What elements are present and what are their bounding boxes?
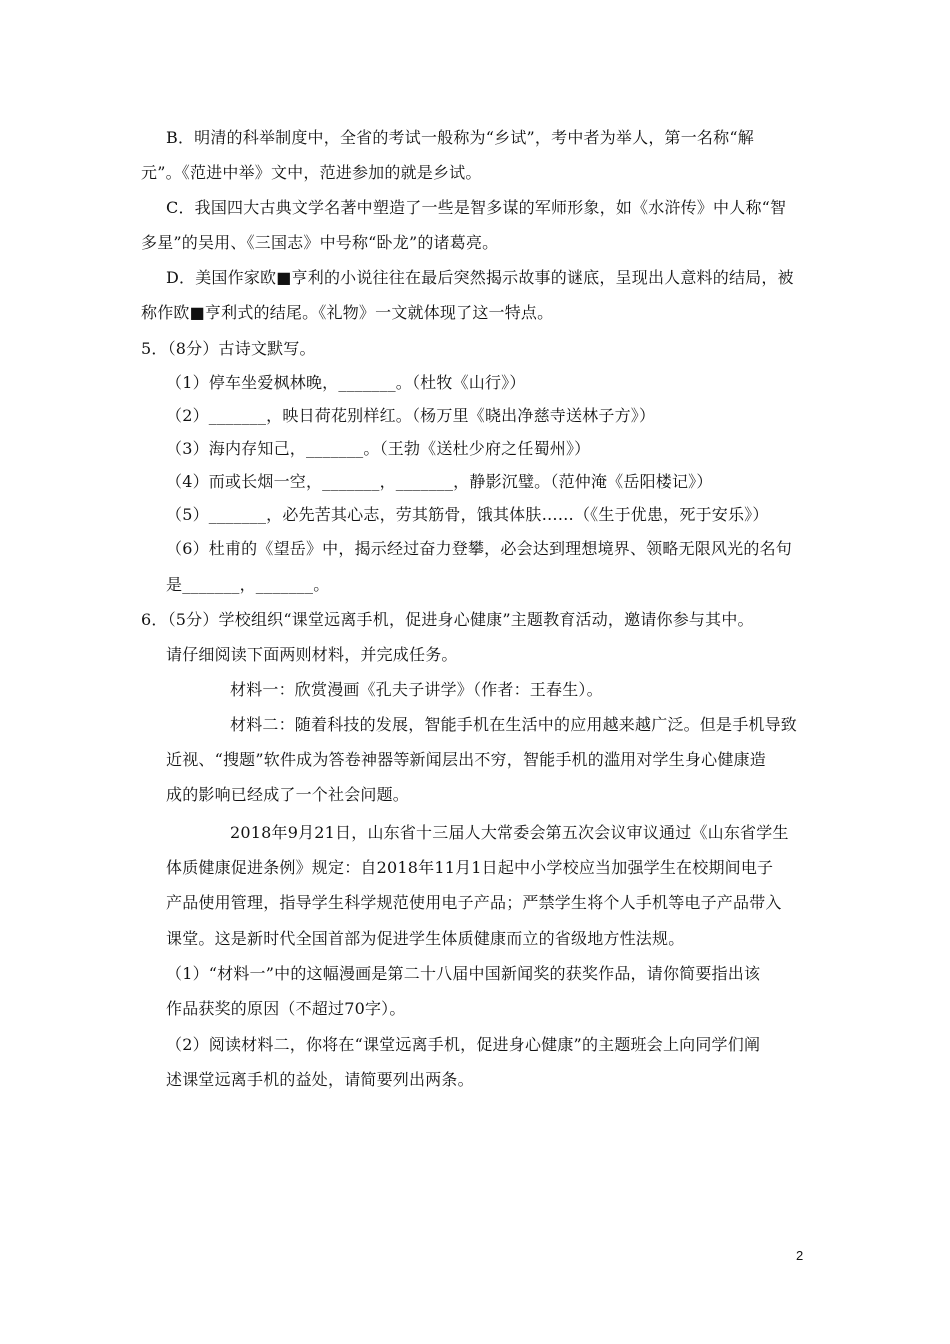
q5-item-5: （5）_______，必先苦其心志，劳其筋骨，饿其体肤……（《生于优患，死于安乐》） (166, 505, 769, 524)
q6-header: 6．（5分）学校组织“课堂远离手机，促进身心健康”主题教育活动，邀请你参与其中。 (141, 610, 754, 629)
q5-item-4: （4）而或长烟一空，_______，_______，静影沉璧。（范仲淹《岳阳楼记》） (166, 472, 713, 491)
option-d-line-1: D．美国作家欧■亨利的小说往往在最后突然揭示故事的谜底，呈现出人意料的结局，被 (166, 268, 794, 287)
q6-paragraph-line-3: 产品使用管理，指导学生科学规范使用电子产品；严禁学生将个人手机等电子产品带入 (166, 893, 782, 912)
q6-material-2-line-2: 近视、“搜题”软件成为答卷神器等新闻层出不穷，智能手机的滥用对学生身心健康造 (166, 750, 766, 769)
q5-header: 5．（8分）古诗文默写。 (141, 339, 316, 358)
q6-task-1-line-2: 作品获奖的原因（不超过70字）。 (166, 999, 406, 1018)
q6-task-2-line-1: （2）阅读材料二，你将在“课堂远离手机，促进身心健康”的主题班会上向同学们阐 (166, 1035, 761, 1054)
option-c-line-1: C．我国四大古典文学名著中塑造了一些是智多谋的军师形象，如《水浒传》中人称“智 (166, 198, 787, 217)
q5-item-6: （6）杜甫的《望岳》中，揭示经过奋力登攀，必会达到理想境界、领略无限风光的名句 (166, 539, 792, 558)
q6-task-1-line-1: （1）“材料一”中的这幅漫画是第二十八届中国新闻奖的获奖作品，请你简要指出该 (166, 964, 761, 983)
page-number: 2 (796, 1248, 804, 1263)
q5-item-3: （3）海内存知己，_______。（王勃《送杜少府之任蜀州》） (166, 439, 591, 458)
option-d-line-2: 称作欧■亨利式的结尾。《礼物》一文就体现了这一特点。 (141, 303, 554, 322)
option-b-line-1: B．明清的科举制度中，全省的考试一般称为“乡试”，考中者为举人，第一名称“解 (166, 128, 754, 147)
q6-task-2-line-2: 述课堂远离手机的益处，请简要列出两条。 (166, 1070, 474, 1089)
q6-material-1: 材料一：欣赏漫画《孔夫子讲学》（作者：王春生）。 (230, 680, 603, 699)
q6-material-2-line-1: 材料二：随着科技的发展，智能手机在生活中的应用越来越广泛。但是手机导致 (230, 715, 798, 734)
q5-item-6-continued: 是_______，_______。 (166, 575, 330, 594)
q5-item-2: （2）_______，映日荷花别样红。（杨万里《晓出净慈寺送林子方》） (166, 406, 656, 425)
q6-paragraph-line-4: 课堂。这是新时代全国首部为促进学生体质健康而立的省级地方性法规。 (166, 929, 685, 948)
q6-material-2-line-3: 成的影响已经成了一个社会问题。 (166, 785, 410, 804)
q6-intro: 请仔细阅读下面两则材料，并完成任务。 (166, 645, 458, 664)
option-c-line-2: 多星”的吴用、《三国志》中号称“卧龙”的诸葛亮。 (141, 233, 499, 252)
q6-paragraph-line-1: 2018年9月21日，山东省十三届人大常委会第五次会议审议通过《山东省学生 (230, 823, 789, 842)
option-b-line-2: 元”。《范进中举》文中，范进参加的就是乡试。 (141, 163, 482, 182)
q6-paragraph-line-2: 体质健康促进条例》规定：自2018年11月1日起中小学校应当加强学生在校期间电子 (166, 858, 774, 877)
q5-item-1: （1）停车坐爱枫林晚，_______。（杜牧《山行》） (166, 373, 526, 392)
